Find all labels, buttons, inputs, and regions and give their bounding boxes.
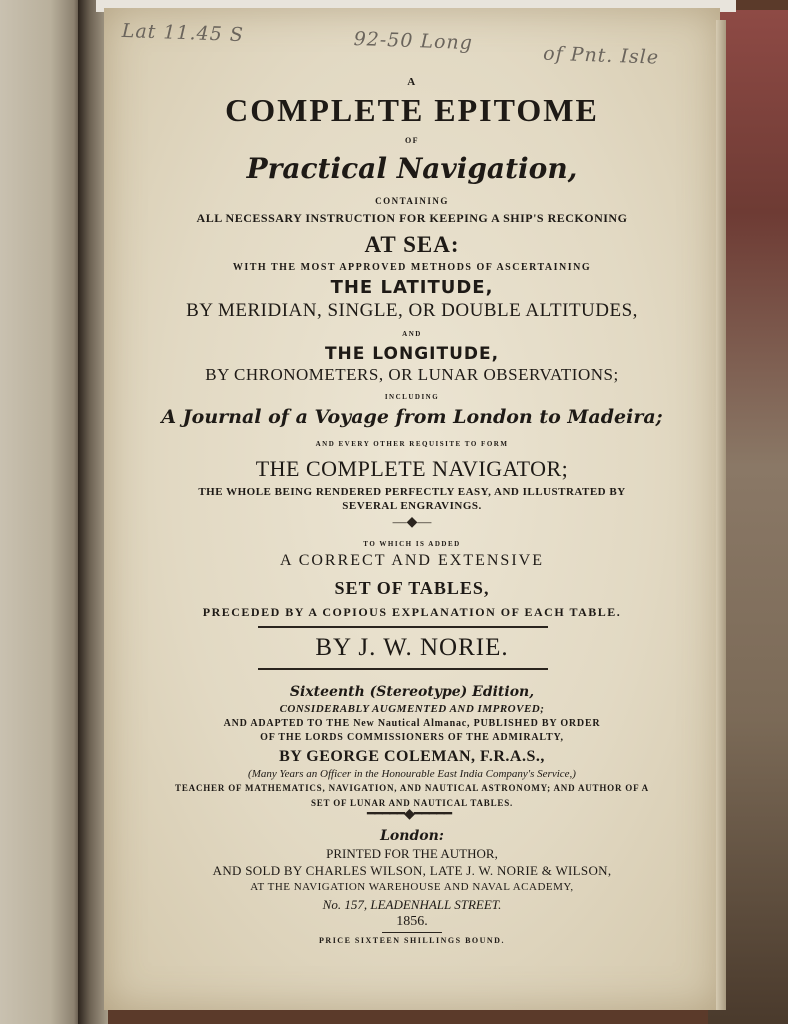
adapted-line-1: AND ADAPTED TO THE New Nautical Almanac, PUBLISHED BY ORDER	[223, 718, 601, 729]
latitude-heading: THE LATITUDE,	[330, 277, 494, 298]
title-page	[104, 8, 720, 1010]
meridian-line: BY MERIDIAN, SINGLE, OR DOUBLE ALTITUDES,	[186, 300, 638, 321]
set-of-tables-heading: SET OF TABLES,	[334, 578, 490, 598]
coleman-line: BY GEORGE COLEMAN, F.R.A.S.,	[279, 748, 545, 765]
handwriting-lat: Lat 11.45 S	[121, 19, 245, 47]
warehouse-line: AT THE NAVIGATION WAREHOUSE AND NAVAL ACADEMY,	[250, 881, 574, 893]
correct-extensive-line: A CORRECT AND EXTENSIVE	[280, 552, 544, 569]
preceded-line: PRECEDED BY A COPIOUS EXPLANATION OF EACH TABLE.	[202, 605, 622, 619]
instruction-line: ALL NECESSARY INSTRUCTION FOR KEEPING A SHIP'S RECKONING	[196, 211, 628, 225]
whole-line-1: THE WHOLE BEING RENDERED PERFECTLY EASY, AND ILLUSTRATED BY	[198, 486, 626, 498]
author-rule-bottom	[258, 668, 548, 670]
address-line: No. 157, LEADENHALL STREET.	[322, 897, 502, 912]
page-edge	[716, 20, 726, 1010]
edition-line: Sixteenth (Stereotype) Edition,	[289, 684, 535, 700]
handwriting-note: of Pnt. Isle	[542, 42, 660, 69]
handwriting-long: 92-50 Long	[353, 27, 474, 55]
added-label: TO WHICH IS ADDED	[363, 540, 461, 548]
methods-line: WITH THE MOST APPROVED METHODS OF ASCERTAINING	[232, 262, 592, 273]
sold-line: AND SOLD BY CHARLES WILSON, LATE J. W. NORIE & WILSON,	[212, 863, 612, 878]
and-label: AND	[402, 330, 422, 338]
officer-line: (Many Years an Officer in the Honourable East India Company's Service,)	[248, 768, 576, 780]
title-article: A	[407, 76, 417, 88]
teacher-line: TEACHER OF MATHEMATICS, NAVIGATION, AND NAUTICAL ASTRONOMY; AND AUTHOR OF A	[175, 783, 649, 793]
longitude-heading: THE LONGITUDE,	[324, 344, 500, 364]
book-left-board	[0, 0, 84, 1024]
set-lunar-line: SET OF LUNAR AND NAUTICAL TABLES.	[310, 798, 514, 808]
complete-navigator-heading: THE COMPLETE NAVIGATOR;	[255, 456, 569, 481]
london-line: London:	[380, 828, 444, 844]
author-rule-top	[258, 626, 548, 628]
requisite-label: AND EVERY OTHER REQUISITE TO FORM	[315, 440, 509, 448]
adapted-line-2: OF THE LORDS COMMISSIONERS OF THE ADMIRALTY,	[260, 732, 564, 743]
year-line: 1856.	[396, 914, 428, 929]
divider-ornament-2: ━━━━━◆━━━━━	[366, 807, 452, 822]
price-line: PRICE SIXTEEN SHILLINGS BOUND.	[319, 936, 505, 945]
including-label: INCLUDING	[384, 393, 440, 401]
author-heading: BY J. W. NORIE.	[315, 634, 509, 661]
augmented-line: CONSIDERABLY AUGMENTED AND IMPROVED;	[279, 703, 545, 715]
title-main: COMPLETE EPITOME	[225, 92, 599, 128]
at-sea-heading: AT SEA:	[364, 232, 460, 257]
handwritten-note	[104, 19, 720, 69]
chronometers-line: BY CHRONOMETERS, OR LUNAR OBSERVATIONS;	[205, 365, 619, 384]
whole-line-2: SEVERAL ENGRAVINGS.	[342, 500, 482, 512]
divider-ornament: —◆—	[392, 515, 432, 530]
year-rule	[382, 932, 442, 933]
journal-line: A Journal of a Voyage from London to Madeira;	[161, 406, 663, 428]
containing-label: CONTAINING	[375, 196, 449, 206]
title-of: OF	[404, 136, 420, 145]
printed-line: PRINTED FOR THE AUTHOR,	[326, 846, 498, 861]
title-practical-navigation: Practical Navigation,	[246, 152, 578, 185]
